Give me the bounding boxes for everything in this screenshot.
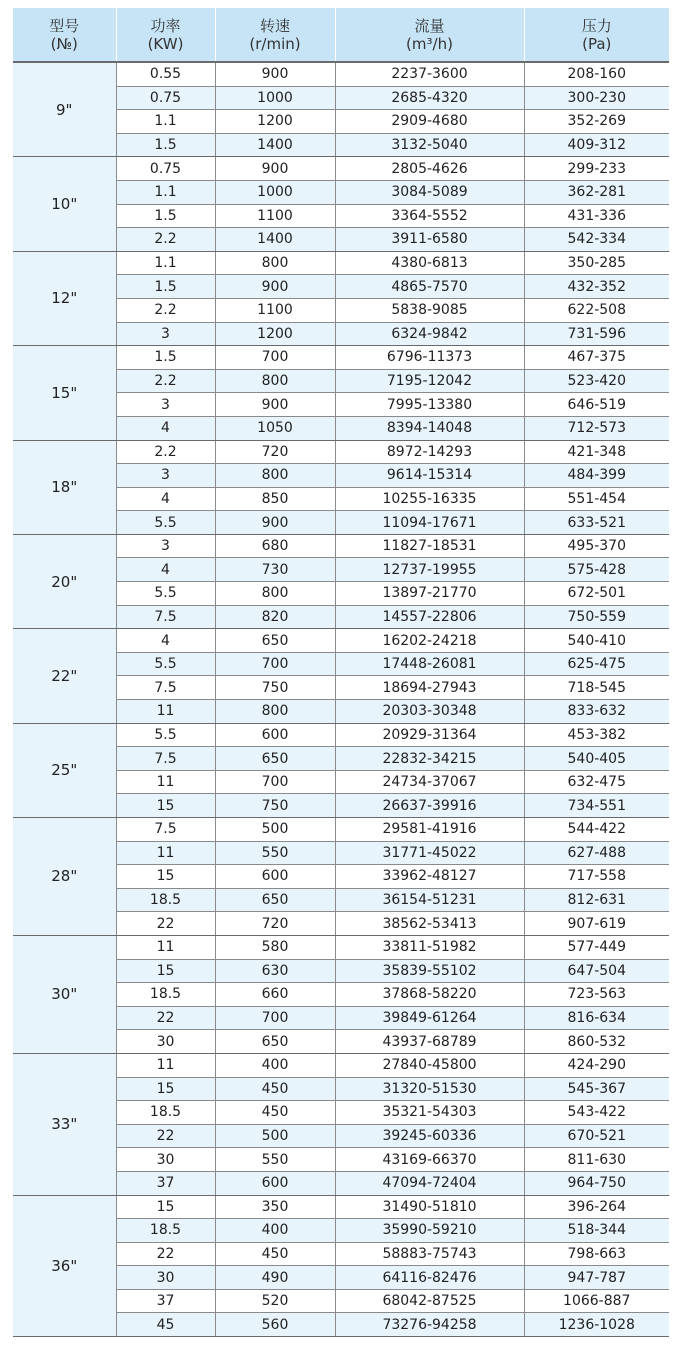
power-cell: 22 bbox=[116, 912, 215, 936]
speed-cell: 650 bbox=[215, 747, 335, 771]
flow-cell: 27840-45800 bbox=[335, 1053, 524, 1077]
speed-cell: 650 bbox=[215, 888, 335, 912]
table-header bbox=[13, 8, 669, 62]
flow-cell: 3911-6580 bbox=[335, 228, 524, 252]
power-cell: 11 bbox=[116, 841, 215, 865]
header-flow-label: 流量 bbox=[414, 16, 445, 35]
pressure-cell: 577-449 bbox=[524, 935, 669, 959]
pressure-cell: 947-787 bbox=[524, 1266, 669, 1290]
speed-cell: 700 bbox=[215, 652, 335, 676]
speed-cell: 600 bbox=[215, 723, 335, 747]
speed-cell: 1100 bbox=[215, 298, 335, 322]
speed-cell: 1400 bbox=[215, 133, 335, 157]
power-cell: 0.75 bbox=[116, 157, 215, 181]
pressure-cell: 734-551 bbox=[524, 794, 669, 818]
power-cell: 3 bbox=[116, 393, 215, 417]
flow-cell: 58883-75743 bbox=[335, 1242, 524, 1266]
flow-cell: 3084-5089 bbox=[335, 180, 524, 204]
speed-cell: 1200 bbox=[215, 322, 335, 346]
power-cell: 4 bbox=[116, 629, 215, 653]
model-cell: 18" bbox=[13, 440, 116, 534]
model-cell: 9" bbox=[13, 62, 116, 157]
power-cell: 18.5 bbox=[116, 1219, 215, 1243]
power-cell: 7.5 bbox=[116, 676, 215, 700]
power-cell: 5.5 bbox=[116, 511, 215, 535]
header-flow-unit: (m³/h) bbox=[406, 34, 453, 53]
speed-cell: 800 bbox=[215, 369, 335, 393]
flow-cell: 33811-51982 bbox=[335, 935, 524, 959]
power-cell: 7.5 bbox=[116, 605, 215, 629]
power-cell: 15 bbox=[116, 1077, 215, 1101]
speed-cell: 850 bbox=[215, 487, 335, 511]
power-cell: 3 bbox=[116, 464, 215, 488]
pressure-cell: 833-632 bbox=[524, 700, 669, 724]
pressure-cell: 540-405 bbox=[524, 747, 669, 771]
power-cell: 1.5 bbox=[116, 133, 215, 157]
pressure-cell: 540-410 bbox=[524, 629, 669, 653]
flow-cell: 35321-54303 bbox=[335, 1101, 524, 1125]
header-row bbox=[13, 8, 669, 62]
speed-cell: 600 bbox=[215, 865, 335, 889]
flow-cell: 29581-41916 bbox=[335, 818, 524, 842]
table-row bbox=[13, 157, 669, 181]
power-cell: 0.75 bbox=[116, 86, 215, 110]
speed-cell: 1050 bbox=[215, 416, 335, 440]
header-speed-unit: (r/min) bbox=[249, 34, 301, 53]
pressure-cell: 575-428 bbox=[524, 558, 669, 582]
pressure-cell: 633-521 bbox=[524, 511, 669, 535]
header-pressure bbox=[524, 8, 669, 62]
header-pressure-label: 压力 bbox=[581, 16, 612, 35]
power-cell: 22 bbox=[116, 1242, 215, 1266]
pressure-cell: 907-619 bbox=[524, 912, 669, 936]
pressure-cell: 1066-887 bbox=[524, 1289, 669, 1313]
speed-cell: 750 bbox=[215, 676, 335, 700]
pressure-cell: 300-230 bbox=[524, 86, 669, 110]
flow-cell: 64116-82476 bbox=[335, 1266, 524, 1290]
flow-cell: 37868-58220 bbox=[335, 983, 524, 1007]
power-cell: 5.5 bbox=[116, 582, 215, 606]
speed-cell: 400 bbox=[215, 1219, 335, 1243]
power-cell: 3 bbox=[116, 534, 215, 558]
flow-cell: 73276-94258 bbox=[335, 1313, 524, 1337]
power-cell: 2.2 bbox=[116, 228, 215, 252]
power-cell: 2.2 bbox=[116, 369, 215, 393]
pressure-cell: 484-399 bbox=[524, 464, 669, 488]
flow-cell: 4380-6813 bbox=[335, 251, 524, 275]
pressure-cell: 396-264 bbox=[524, 1195, 669, 1219]
flow-cell: 20303-30348 bbox=[335, 700, 524, 724]
pressure-cell: 798-663 bbox=[524, 1242, 669, 1266]
fan-spec-table bbox=[13, 8, 669, 1337]
model-cell: 22" bbox=[13, 629, 116, 723]
power-cell: 5.5 bbox=[116, 723, 215, 747]
flow-cell: 35990-59210 bbox=[335, 1219, 524, 1243]
speed-cell: 500 bbox=[215, 1124, 335, 1148]
table-row bbox=[13, 1195, 669, 1219]
flow-cell: 2237-3600 bbox=[335, 62, 524, 86]
pressure-cell: 208-160 bbox=[524, 62, 669, 86]
flow-cell: 8394-14048 bbox=[335, 416, 524, 440]
pressure-cell: 646-519 bbox=[524, 393, 669, 417]
table-row bbox=[13, 251, 669, 275]
flow-cell: 39849-61264 bbox=[335, 1006, 524, 1030]
pressure-cell: 647-504 bbox=[524, 959, 669, 983]
speed-cell: 700 bbox=[215, 1006, 335, 1030]
pressure-cell: 712-573 bbox=[524, 416, 669, 440]
model-cell: 28" bbox=[13, 818, 116, 936]
flow-cell: 43937-68789 bbox=[335, 1030, 524, 1054]
power-cell: 4 bbox=[116, 487, 215, 511]
speed-cell: 550 bbox=[215, 841, 335, 865]
model-cell: 25" bbox=[13, 723, 116, 817]
flow-cell: 9614-15314 bbox=[335, 464, 524, 488]
flow-cell: 7195-12042 bbox=[335, 369, 524, 393]
flow-cell: 13897-21770 bbox=[335, 582, 524, 606]
pressure-cell: 717-558 bbox=[524, 865, 669, 889]
pressure-cell: 544-422 bbox=[524, 818, 669, 842]
flow-cell: 18694-27943 bbox=[335, 676, 524, 700]
header-flow bbox=[335, 8, 524, 62]
pressure-cell: 811-630 bbox=[524, 1148, 669, 1172]
speed-cell: 900 bbox=[215, 511, 335, 535]
speed-cell: 900 bbox=[215, 393, 335, 417]
pressure-cell: 750-559 bbox=[524, 605, 669, 629]
speed-cell: 450 bbox=[215, 1101, 335, 1125]
power-cell: 1.5 bbox=[116, 346, 215, 370]
power-cell: 5.5 bbox=[116, 652, 215, 676]
pressure-cell: 627-488 bbox=[524, 841, 669, 865]
power-cell: 37 bbox=[116, 1289, 215, 1313]
flow-cell: 31490-51810 bbox=[335, 1195, 524, 1219]
flow-cell: 26637-39916 bbox=[335, 794, 524, 818]
power-cell: 30 bbox=[116, 1030, 215, 1054]
power-cell: 11 bbox=[116, 1053, 215, 1077]
pressure-cell: 352-269 bbox=[524, 110, 669, 134]
power-cell: 15 bbox=[116, 865, 215, 889]
speed-cell: 550 bbox=[215, 1148, 335, 1172]
power-cell: 18.5 bbox=[116, 983, 215, 1007]
speed-cell: 800 bbox=[215, 582, 335, 606]
pressure-cell: 718-545 bbox=[524, 676, 669, 700]
speed-cell: 900 bbox=[215, 157, 335, 181]
header-model-unit: (№) bbox=[50, 34, 78, 53]
speed-cell: 720 bbox=[215, 440, 335, 464]
speed-cell: 650 bbox=[215, 1030, 335, 1054]
model-cell: 36" bbox=[13, 1195, 116, 1337]
speed-cell: 700 bbox=[215, 346, 335, 370]
pressure-cell: 421-348 bbox=[524, 440, 669, 464]
speed-cell: 660 bbox=[215, 983, 335, 1007]
table-body bbox=[13, 62, 669, 1337]
speed-cell: 800 bbox=[215, 464, 335, 488]
speed-cell: 450 bbox=[215, 1242, 335, 1266]
power-cell: 30 bbox=[116, 1148, 215, 1172]
flow-cell: 22832-34215 bbox=[335, 747, 524, 771]
power-cell: 7.5 bbox=[116, 747, 215, 771]
speed-cell: 600 bbox=[215, 1171, 335, 1195]
power-cell: 22 bbox=[116, 1006, 215, 1030]
power-cell: 22 bbox=[116, 1124, 215, 1148]
header-speed-label: 转速 bbox=[259, 16, 290, 35]
table-row bbox=[13, 1053, 669, 1077]
flow-cell: 31320-51530 bbox=[335, 1077, 524, 1101]
model-cell: 10" bbox=[13, 157, 116, 251]
pressure-cell: 670-521 bbox=[524, 1124, 669, 1148]
power-cell: 11 bbox=[116, 935, 215, 959]
flow-cell: 5838-9085 bbox=[335, 298, 524, 322]
flow-cell: 6324-9842 bbox=[335, 322, 524, 346]
speed-cell: 400 bbox=[215, 1053, 335, 1077]
model-cell: 33" bbox=[13, 1053, 116, 1195]
fan-spec-table-container bbox=[13, 8, 669, 1337]
pressure-cell: 299-233 bbox=[524, 157, 669, 181]
header-power-unit: (KW) bbox=[147, 34, 184, 53]
power-cell: 2.2 bbox=[116, 440, 215, 464]
header-model bbox=[13, 8, 116, 62]
pressure-cell: 362-281 bbox=[524, 180, 669, 204]
power-cell: 3 bbox=[116, 322, 215, 346]
power-cell: 1.5 bbox=[116, 275, 215, 299]
pressure-cell: 518-344 bbox=[524, 1219, 669, 1243]
flow-cell: 17448-26081 bbox=[335, 652, 524, 676]
flow-cell: 2909-4680 bbox=[335, 110, 524, 134]
flow-cell: 7995-13380 bbox=[335, 393, 524, 417]
speed-cell: 700 bbox=[215, 770, 335, 794]
power-cell: 4 bbox=[116, 416, 215, 440]
speed-cell: 560 bbox=[215, 1313, 335, 1337]
power-cell: 45 bbox=[116, 1313, 215, 1337]
pressure-cell: 816-634 bbox=[524, 1006, 669, 1030]
pressure-cell: 453-382 bbox=[524, 723, 669, 747]
speed-cell: 720 bbox=[215, 912, 335, 936]
pressure-cell: 672-501 bbox=[524, 582, 669, 606]
speed-cell: 490 bbox=[215, 1266, 335, 1290]
pressure-cell: 731-596 bbox=[524, 322, 669, 346]
pressure-cell: 543-422 bbox=[524, 1101, 669, 1125]
power-cell: 4 bbox=[116, 558, 215, 582]
speed-cell: 500 bbox=[215, 818, 335, 842]
table-row bbox=[13, 629, 669, 653]
power-cell: 11 bbox=[116, 700, 215, 724]
pressure-cell: 523-420 bbox=[524, 369, 669, 393]
flow-cell: 68042-87525 bbox=[335, 1289, 524, 1313]
power-cell: 1.1 bbox=[116, 180, 215, 204]
pressure-cell: 467-375 bbox=[524, 346, 669, 370]
speed-cell: 800 bbox=[215, 700, 335, 724]
power-cell: 30 bbox=[116, 1266, 215, 1290]
flow-cell: 38562-53413 bbox=[335, 912, 524, 936]
power-cell: 7.5 bbox=[116, 818, 215, 842]
pressure-cell: 350-285 bbox=[524, 251, 669, 275]
flow-cell: 12737-19955 bbox=[335, 558, 524, 582]
table-row bbox=[13, 534, 669, 558]
pressure-cell: 632-475 bbox=[524, 770, 669, 794]
speed-cell: 580 bbox=[215, 935, 335, 959]
speed-cell: 1000 bbox=[215, 86, 335, 110]
header-model-label: 型号 bbox=[49, 16, 80, 35]
pressure-cell: 545-367 bbox=[524, 1077, 669, 1101]
pressure-cell: 964-750 bbox=[524, 1171, 669, 1195]
flow-cell: 43169-66370 bbox=[335, 1148, 524, 1172]
speed-cell: 630 bbox=[215, 959, 335, 983]
pressure-cell: 1236-1028 bbox=[524, 1313, 669, 1337]
flow-cell: 24734-37067 bbox=[335, 770, 524, 794]
speed-cell: 900 bbox=[215, 275, 335, 299]
flow-cell: 16202-24218 bbox=[335, 629, 524, 653]
speed-cell: 650 bbox=[215, 629, 335, 653]
table-row bbox=[13, 440, 669, 464]
header-power-label: 功率 bbox=[150, 16, 181, 35]
power-cell: 0.55 bbox=[116, 62, 215, 86]
flow-cell: 3364-5552 bbox=[335, 204, 524, 228]
speed-cell: 350 bbox=[215, 1195, 335, 1219]
flow-cell: 2805-4626 bbox=[335, 157, 524, 181]
header-speed bbox=[215, 8, 335, 62]
flow-cell: 14557-22806 bbox=[335, 605, 524, 629]
flow-cell: 33962-48127 bbox=[335, 865, 524, 889]
flow-cell: 47094-72404 bbox=[335, 1171, 524, 1195]
speed-cell: 820 bbox=[215, 605, 335, 629]
pressure-cell: 860-532 bbox=[524, 1030, 669, 1054]
speed-cell: 680 bbox=[215, 534, 335, 558]
pressure-cell: 495-370 bbox=[524, 534, 669, 558]
model-cell: 12" bbox=[13, 251, 116, 345]
flow-cell: 11827-18531 bbox=[335, 534, 524, 558]
header-power bbox=[116, 8, 215, 62]
power-cell: 1.5 bbox=[116, 204, 215, 228]
power-cell: 37 bbox=[116, 1171, 215, 1195]
speed-cell: 900 bbox=[215, 62, 335, 86]
flow-cell: 31771-45022 bbox=[335, 841, 524, 865]
pressure-cell: 424-290 bbox=[524, 1053, 669, 1077]
power-cell: 15 bbox=[116, 1195, 215, 1219]
flow-cell: 2685-4320 bbox=[335, 86, 524, 110]
speed-cell: 1100 bbox=[215, 204, 335, 228]
pressure-cell: 622-508 bbox=[524, 298, 669, 322]
table-row bbox=[13, 62, 669, 86]
power-cell: 1.1 bbox=[116, 251, 215, 275]
flow-cell: 11094-17671 bbox=[335, 511, 524, 535]
power-cell: 18.5 bbox=[116, 888, 215, 912]
speed-cell: 1400 bbox=[215, 228, 335, 252]
speed-cell: 1200 bbox=[215, 110, 335, 134]
power-cell: 15 bbox=[116, 959, 215, 983]
flow-cell: 36154-51231 bbox=[335, 888, 524, 912]
speed-cell: 450 bbox=[215, 1077, 335, 1101]
speed-cell: 730 bbox=[215, 558, 335, 582]
flow-cell: 8972-14293 bbox=[335, 440, 524, 464]
table-row bbox=[13, 935, 669, 959]
speed-cell: 520 bbox=[215, 1289, 335, 1313]
pressure-cell: 431-336 bbox=[524, 204, 669, 228]
flow-cell: 35839-55102 bbox=[335, 959, 524, 983]
header-pressure-unit: (Pa) bbox=[582, 34, 612, 53]
power-cell: 11 bbox=[116, 770, 215, 794]
speed-cell: 1000 bbox=[215, 180, 335, 204]
power-cell: 2.2 bbox=[116, 298, 215, 322]
pressure-cell: 542-334 bbox=[524, 228, 669, 252]
pressure-cell: 723-563 bbox=[524, 983, 669, 1007]
table-row bbox=[13, 818, 669, 842]
flow-cell: 20929-31364 bbox=[335, 723, 524, 747]
flow-cell: 4865-7570 bbox=[335, 275, 524, 299]
model-cell: 15" bbox=[13, 346, 116, 440]
pressure-cell: 551-454 bbox=[524, 487, 669, 511]
table-row bbox=[13, 346, 669, 370]
power-cell: 18.5 bbox=[116, 1101, 215, 1125]
flow-cell: 3132-5040 bbox=[335, 133, 524, 157]
power-cell: 15 bbox=[116, 794, 215, 818]
model-cell: 30" bbox=[13, 935, 116, 1053]
pressure-cell: 625-475 bbox=[524, 652, 669, 676]
pressure-cell: 409-312 bbox=[524, 133, 669, 157]
speed-cell: 750 bbox=[215, 794, 335, 818]
table-row bbox=[13, 723, 669, 747]
power-cell: 1.1 bbox=[116, 110, 215, 134]
flow-cell: 10255-16335 bbox=[335, 487, 524, 511]
flow-cell: 39245-60336 bbox=[335, 1124, 524, 1148]
pressure-cell: 812-631 bbox=[524, 888, 669, 912]
model-cell: 20" bbox=[13, 534, 116, 628]
pressure-cell: 432-352 bbox=[524, 275, 669, 299]
flow-cell: 6796-11373 bbox=[335, 346, 524, 370]
speed-cell: 800 bbox=[215, 251, 335, 275]
